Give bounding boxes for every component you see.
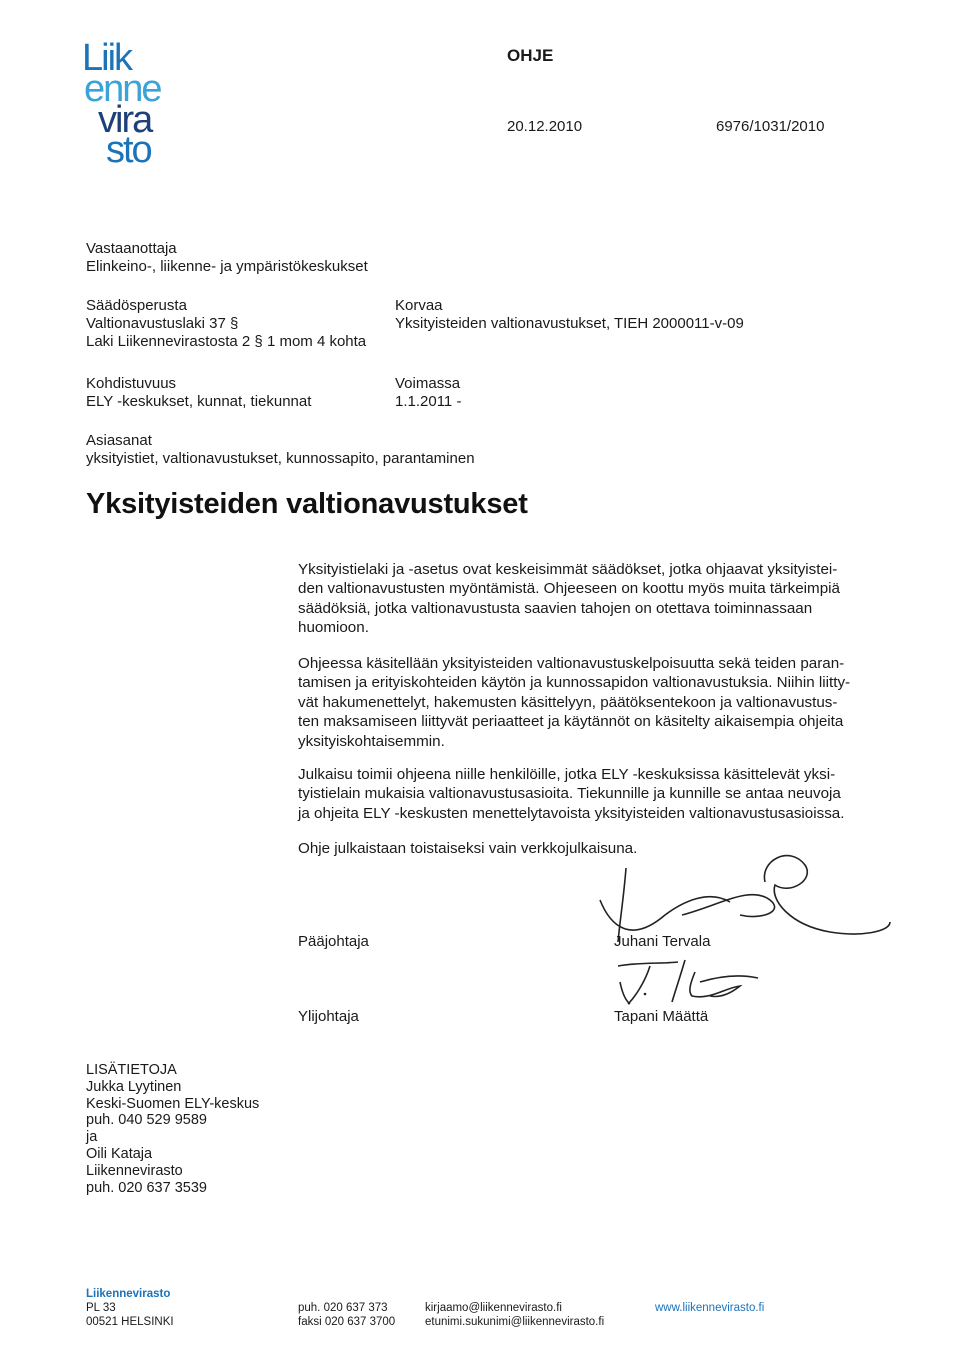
basis-label: Säädösperusta (86, 297, 187, 314)
logo-line-2: enne (84, 68, 161, 110)
paragraph-3-line: tyistielain mukaisia valtionavustusasioita. Tiekunnille ja kunnille se antaa neuvoja (298, 785, 841, 803)
signatory-2-role: Ylijohtaja (298, 1008, 359, 1025)
footer-phone-number: puh. 020 637 373 (298, 1302, 388, 1314)
paragraph-1 (298, 560, 888, 638)
footer-address-line: PL 33 (86, 1302, 116, 1314)
paragraph-2-line: yksityiskohtaisemmin. (298, 732, 445, 750)
paragraph-3-line: ja ohjeita ELY -keskusten menettelytavoista yksityisteiden valtionavustusasioissa. (298, 804, 845, 822)
basis-line-2: Laki Liikennevirastosta 2 § 1 mom 4 kohta (86, 333, 367, 350)
reference-number: 6976/1031/2010 (716, 118, 825, 135)
recipient-value: Elinkeino-, liikenne- ja ympäristökeskukset (86, 258, 368, 275)
footer-email-link[interactable]: kirjaamo@liikennevirasto.fi (425, 1302, 562, 1314)
replaces-value: Yksityisteiden valtionavustukset, TIEH 2000011-v-09 (395, 315, 744, 332)
footer-org-name: Liikennevirasto (86, 1288, 171, 1300)
paragraph-1-line: säädöksiä, jotka valtionavustusta saavien tahojen on otettava toiminnassaan (298, 599, 813, 617)
logo-line-4: sto (106, 129, 151, 170)
contact-line: puh. 040 529 9589 (86, 1112, 207, 1129)
footer-address-line: 00521 HELSINKI (86, 1316, 174, 1328)
recipient-label: Vastaanottaja (86, 240, 177, 257)
target-label: Kohdistuvuus (86, 375, 177, 392)
paragraph-2-line: vät hakumenettelyt, hakemusten käsittelyyn, päätöksentekoon ja valtionavustus- (298, 693, 838, 711)
footer-email-link[interactable]: etunimi.sukunimi@liikennevirasto.fi (425, 1316, 605, 1328)
paragraph-3-line: Julkaisu toimii ohjeena niille henkilöille, jotka ELY -keskuksissa käsittelevät yksi- (298, 766, 836, 783)
keywords-block (86, 432, 475, 468)
paragraph-4: Ohje julkaistaan toistaiseksi vain verkkojulkaisuna. (298, 840, 638, 857)
footer-address (86, 1287, 174, 1329)
contact-line: ja (86, 1129, 98, 1146)
contact-block (86, 1062, 259, 1196)
paragraph-2 (298, 654, 888, 751)
validity-value: 1.1.2011 - (395, 393, 462, 410)
signature-juhani-tervala (590, 840, 900, 950)
replaces-label: Korvaa (395, 297, 443, 314)
replaces-block (395, 297, 744, 333)
paragraph-1-line: huomioon. (298, 619, 369, 637)
contact-line: Jukka Lyytinen (86, 1078, 182, 1095)
liikennevirasto-logo (82, 40, 212, 170)
contact-line: puh. 020 637 3539 (86, 1179, 207, 1196)
footer-email (425, 1301, 604, 1329)
document-type: OHJE (507, 46, 554, 65)
keywords-label: Asiasanat (86, 432, 152, 449)
basis-block (86, 297, 366, 351)
recipient-block (86, 240, 368, 276)
paragraph-1-line: den valtionavustusten myöntämistä. Ohjeeseen on koottu myös muita tärkeimpiä (298, 580, 840, 598)
basis-line-1: Valtionavustuslaki 37 § (86, 315, 239, 332)
signature-tapani-maatta (600, 952, 770, 1012)
paragraph-3 (298, 765, 888, 823)
footer-fax-number: faksi 020 637 3700 (298, 1316, 396, 1328)
contact-line: Keski-Suomen ELY-keskus (86, 1095, 260, 1112)
signatory-2-name: Tapani Määttä (614, 1008, 709, 1025)
footer-web-link[interactable]: www.liikennevirasto.fi (655, 1302, 765, 1314)
logo-line-3: vira (98, 99, 152, 141)
contact-line: Oili Kataja (86, 1145, 153, 1162)
document-date: 20.12.2010 (507, 118, 583, 135)
paragraph-2-line: ten maksamiseen liittyvät periaatteet ja käytännöt on käsitelty aikaisempia ohjeita (298, 713, 844, 731)
signatory-1-name: Juhani Tervala (614, 933, 711, 950)
paragraph-2-line: Ohjeessa käsitellään yksityisteiden valtionavustuskelpoisuutta sekä teiden paran- (298, 655, 845, 672)
paragraph-1-line: Yksityistielaki ja -asetus ovat keskeisimmät säädökset, jotka ohjaavat yksityistei- (298, 561, 838, 578)
paragraph-2-line: tamisen ja erityiskohteiden käytön ja kunnossapidon valtionavustuksia. Niihin liitty- (298, 674, 851, 692)
keywords-value: yksityistiet, valtionavustukset, kunnossapito, parantaminen (86, 450, 475, 467)
footer-phone (298, 1301, 395, 1329)
contact-heading: LISÄTIETOJA (86, 1062, 177, 1078)
target-value: ELY -keskukset, kunnat, tiekunnat (86, 393, 312, 410)
logo-line-1: Liik (82, 40, 132, 79)
signatory-1-role: Pääjohtaja (298, 933, 369, 950)
contact-line: Liikennevirasto (86, 1162, 183, 1179)
validity-block (395, 375, 461, 411)
validity-label: Voimassa (395, 375, 461, 392)
document-title: Yksityisteiden valtionavustukset (86, 488, 528, 520)
target-block (86, 375, 311, 411)
